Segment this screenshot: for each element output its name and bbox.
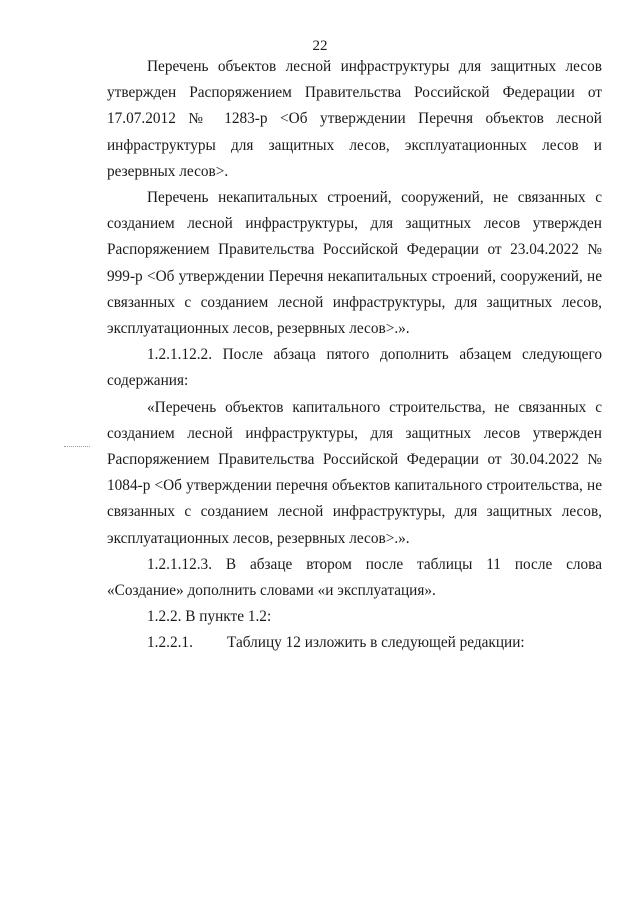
clause-number: 1.2.2.1. bbox=[147, 634, 193, 652]
page-number: 22 bbox=[312, 38, 328, 54]
clause-text: Таблицу 12 изложить в следующей редакции: bbox=[227, 634, 525, 652]
scan-artifact bbox=[64, 446, 90, 448]
paragraph-clause-1-2-1-12-2: 1.2.1.12.2. После абзаца пятого дополнить абзацем следующего содержания: bbox=[107, 346, 602, 390]
document-body bbox=[107, 54, 602, 657]
paragraph-forest-infrastructure-list: Перечень объектов лесной инфраструктуры для защитных лесов утвержден Распоряжением Правительства Российской Федерации от 17.07.2012 № 1283-р <Об утверждении Перечня объектов лесной инфраструктуры для защитных лесов, эксплуатационных лесов и резервных лесов>. bbox=[107, 58, 602, 180]
paragraph-clause-1-2-2: 1.2.2. В пункте 1.2: bbox=[147, 608, 272, 626]
paragraph-capital-construction-list: «Перечень объектов капитального строительства, не связанных с созданием лесной инфраструктуры, для защитных лесов утвержден Распоряжением Правительства Российской Федерации от 30.04.2022 № 1084-р <Об утверждении перечня объектов капитального строительства, не связанных с созданием лесной инфраструктуры, для защитных лесов, эксплуатационных лесов, резервных лесов>.». bbox=[107, 398, 602, 547]
paragraph-non-capital-structures-list: Перечень некапитальных строений, сооружений, не связанных с созданием лесной инфраструктуры, для защитных лесов утвержден Распоряжением Правительства Российской Федерации от 23.04.2022 № 999-р <Об утверждении Перечня некапитальных строений, сооружений, не связанных с созданием лесной инфраструктуры, для защитных лесов, эксплуатационных лесов, резервных лесов>.». bbox=[107, 189, 602, 338]
paragraph-clause-1-2-2-1 bbox=[107, 630, 602, 656]
paragraph-clause-1-2-1-12-3: 1.2.1.12.3. В абзаце втором после таблицы 11 после слова «Создание» дополнить словами «и эксплуатация». bbox=[107, 555, 602, 600]
